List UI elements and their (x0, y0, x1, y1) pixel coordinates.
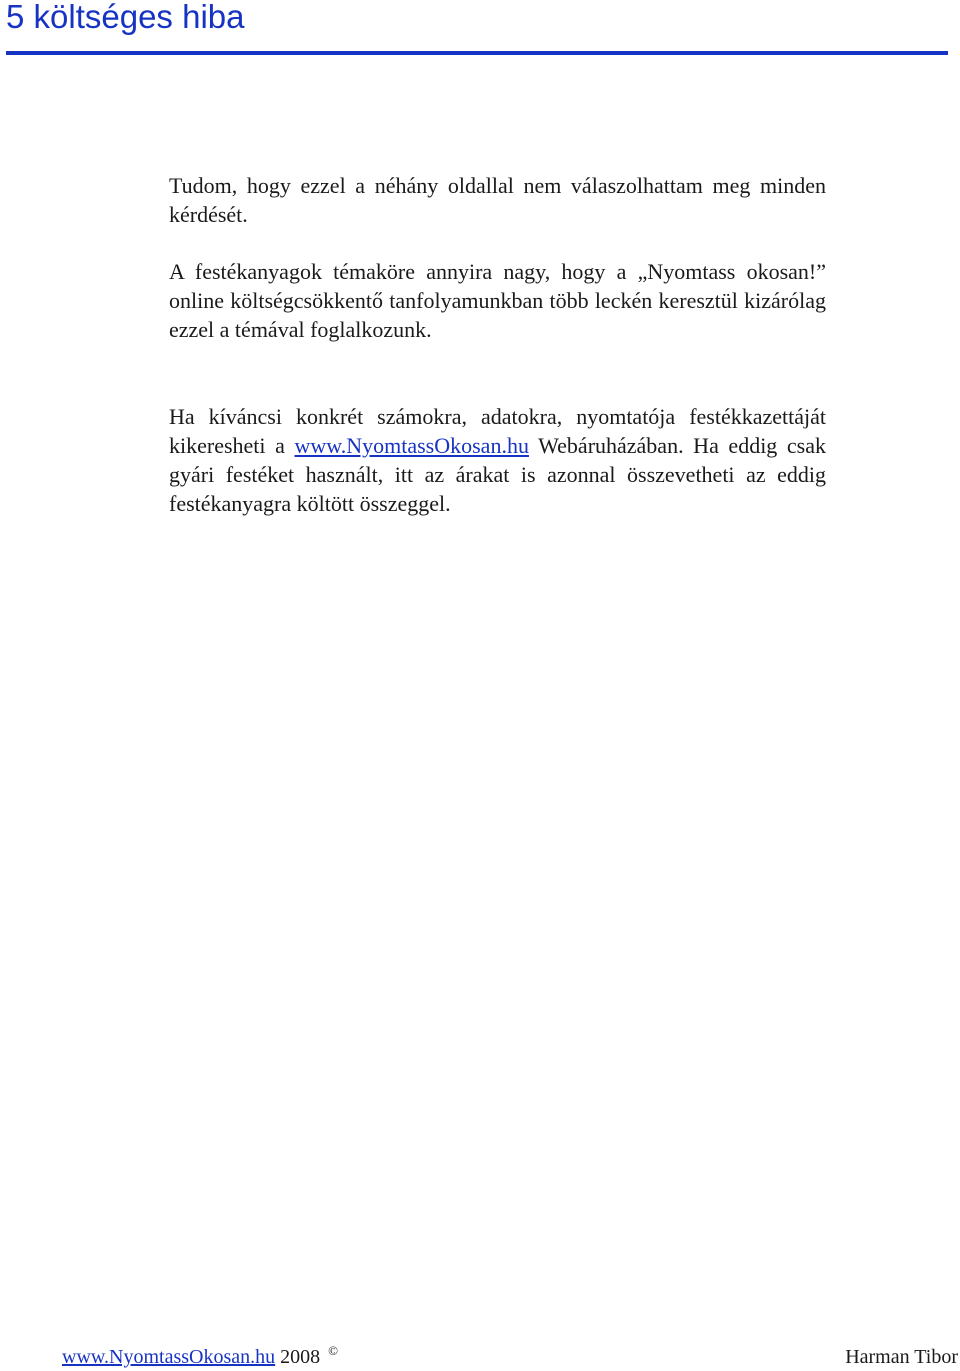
footer (62, 1343, 338, 1371)
footer-year: 2008 (275, 1346, 321, 1368)
paragraph-topic: A festékanyagok témaköre annyira nagy, hogy a „Nyomtass okosan!” online költségcsökkentő tanfolyamunkban több leckén keresztül kizárólag ezzel a témával foglalkozunk. (169, 259, 826, 342)
paragraph-webshop-text-end: Webáruházában. Ha eddig csak gyári festéket használt, itt az árakat is azonnal összevetheti az eddig festékanyagra költött összeggel. (169, 433, 826, 516)
footer-author: Harman Tibor (845, 1346, 958, 1368)
paragraph-webshop (169, 402, 826, 518)
copyright-icon: © (328, 1343, 339, 1358)
page-title: 5 költséges hiba (6, 0, 245, 35)
paragraph-intro: Tudom, hogy ezzel a néhány oldallal nem válaszolhattam meg minden kérdését. (169, 173, 826, 227)
header-divider (6, 51, 948, 55)
paragraph-webshop-text-start: Ha kíváncsi konkrét számokra, adatokra, nyomtatója festékkazettáját kikeresheti a (169, 404, 826, 458)
main-content (169, 171, 826, 518)
footer-website-link[interactable]: www.NyomtassOkosan.hu (62, 1346, 276, 1368)
webshop-link[interactable]: www.NyomtassOkosan.hu (294, 433, 529, 458)
